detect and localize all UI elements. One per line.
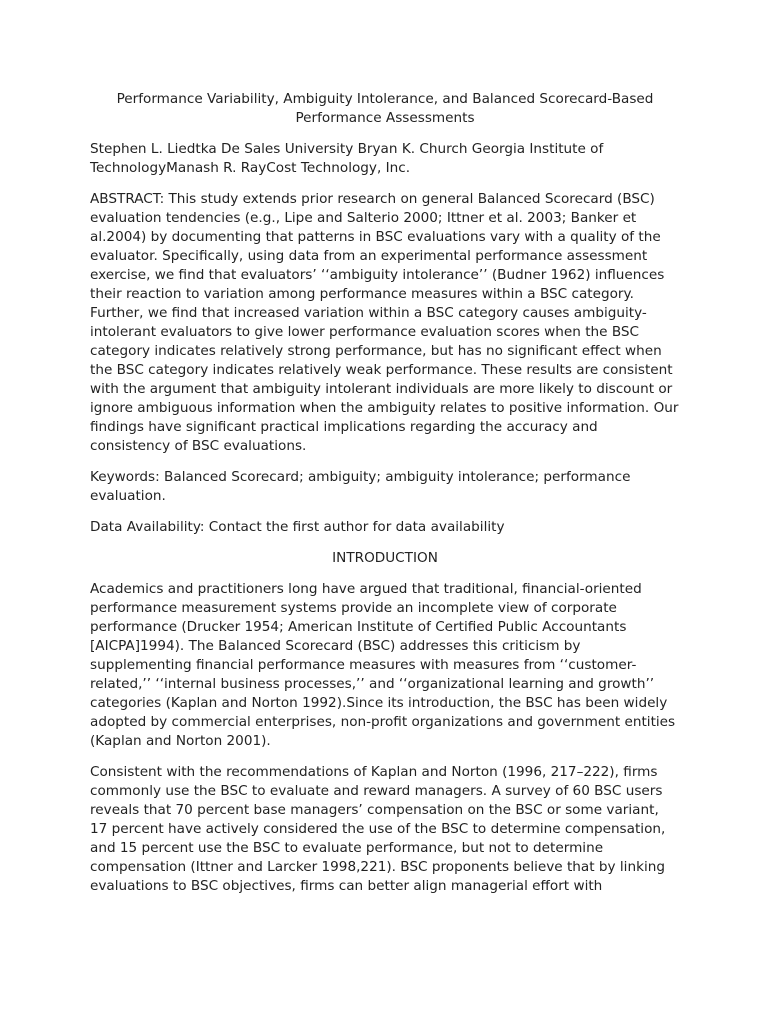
introduction-paragraph-1: Academics and practitioners long have argued that traditional, financial-oriented performance measurement systems provide an incomplete view of corporate performance (Drucker 1954; American Institute of Certified Public Accountants [AICPA]1994). The Balanced Scorecard (BSC) addresses this criticism by supplementing financial performance measures with measures from ‘‘customer-related,’’ ‘‘internal business processes,’’ and ‘‘organizational learning and growth’’ categories (Kaplan and Norton 1992).Since its introduction, the BSC has been widely adopted by commercial enterprises, non-profit organizations and government entities (Kaplan and Norton 2001).	[90, 581, 676, 749]
paper-title	[90, 90, 680, 128]
abstract-paragraph: ABSTRACT: This study extends prior research on general Balanced Scorecard (BSC) evaluation tendencies (e.g., Lipe and Salterio 2000; Ittner et al. 2003; Banker et al.2004) by documenting that patterns in BSC evaluations vary with a quality of the evaluator. Specifically, using data from an experimental performance assessment exercise, we find that evaluators’ ‘‘ambiguity intolerance’’ (Budner 1962) influences their reaction to variation among performance measures within a BSC category. Further, we find that increased variation within a BSC category causes ambiguity-intolerant evaluators to give lower performance evaluation scores when the BSC category indicates relatively strong performance, but has no significant effect when the BSC category indicates relatively weak performance. These results are consistent with the argument that ambiguity intolerant individuals are more likely to discount or ignore ambiguous information when the ambiguity relates to positive information. Our findings have significant practical implications regarding the accuracy and consistency of BSC evaluations.	[90, 191, 679, 454]
document-page	[90, 90, 680, 908]
author-list: Stephen L. Liedtka De Sales University Bryan K. Church Georgia Institute of TechnologyManash R. RayCost Technology, Inc.	[90, 141, 604, 176]
section-heading-introduction: INTRODUCTION	[332, 550, 438, 566]
introduction-paragraph-2: Consistent with the recommendations of Kaplan and Norton (1996, 217–222), firms commonly use the BSC to evaluate and reward managers. A survey of 60 BSC users reveals that 70 percent base managers’ compensation on the BSC or some variant, 17 percent have actively considered the use of the BSC to determine compensation, and 15 percent use the BSC to evaluate performance, but not to determine compensation (Ittner and Larcker 1998,221). BSC proponents believe that by linking evaluations to BSC objectives, firms can better align managerial effort with	[90, 764, 666, 894]
data-availability-paragraph: Data Availability: Contact the first author for data availability	[90, 519, 505, 535]
keywords-paragraph: Keywords: Balanced Scorecard; ambiguity; ambiguity intolerance; performance evaluation.	[90, 469, 631, 504]
paper-title-line-2: Performance Assessments	[295, 110, 475, 126]
paper-title-line-1: Performance Variability, Ambiguity Intolerance, and Balanced Scorecard-Based	[116, 91, 654, 107]
